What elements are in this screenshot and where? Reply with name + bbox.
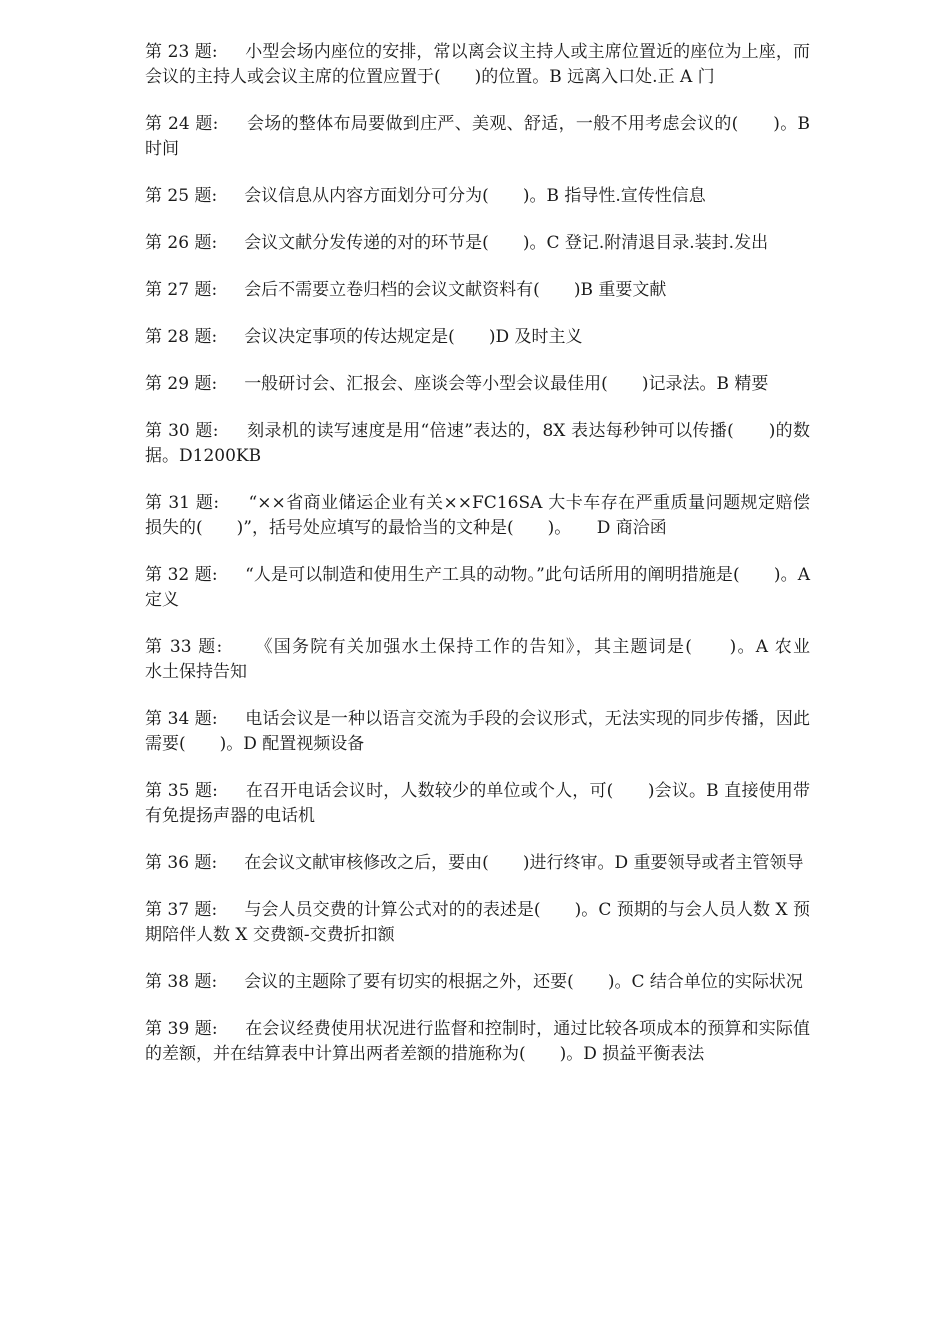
question-number: 第 38 题: [145, 972, 245, 992]
question-number: 第 35 题: [145, 781, 246, 801]
document-page [145, 40, 845, 1089]
question-item [145, 419, 810, 469]
question-number: 第 25 题: [145, 186, 245, 206]
question-text: 在召开电话会议时，人数较少的单位或个人，可( )会议。B 直接使用带有免提扬声器的电话机 [145, 781, 810, 826]
question-item [145, 491, 810, 541]
question-item [145, 563, 816, 613]
question-text: 会场的整体布局要做到庄严、美观、舒适，一般不用考虑会议的( )。B 时间 [145, 114, 816, 159]
question-text: 在会议经费使用状况进行监督和控制时，通过比较各项成本的预算和实际值的差额，并在结算表中计算出两者差额的措施称为( )。D 损益平衡表法 [145, 1019, 811, 1064]
question-item [145, 231, 810, 256]
question-number: 第 39 题: [145, 1019, 246, 1039]
question-number: 第 33 题: [145, 637, 256, 657]
question-text: 会议决定事项的传达规定是( )D 及时主义 [244, 327, 583, 347]
question-text: 一般研讨会、汇报会、座谈会等小型会议最佳用( )记录法。B 精要 [244, 374, 769, 394]
question-item [145, 635, 845, 685]
question-number: 第 37 题: [145, 900, 245, 920]
question-text: 小型会场内座位的安排，常以离会议主持人或主席位置近的座位为上座，而会议的主持人或会议主席的位置应置于( )的位置。B 远离入口处.正 A 门 [145, 42, 811, 87]
question-item [145, 184, 810, 209]
question-item [145, 325, 810, 350]
question-number: 第 31 题: [145, 493, 249, 513]
question-item [145, 851, 810, 876]
question-number: 第 36 题: [145, 853, 245, 873]
question-text: “××省商业储运企业有关××FC16SA 大卡车存在严重质量问题规定赔偿损失的( )”，括号处应填写的最恰当的文种是( )。 D 商洽函 [145, 493, 810, 538]
question-text: 《国务院有关加强水土保持工作的告知》，其主题词是( )。A 农业 水土保持告知 [145, 637, 845, 682]
question-number: 第 26 题: [145, 233, 245, 253]
question-text: 会议的主题除了要有切实的根据之外，还要( )。C 结合单位的实际状况 [244, 972, 803, 992]
question-text: 在会议文献审核修改之后，要由( )进行终审。D 重要领导或者主管领导 [244, 853, 804, 873]
question-item [145, 278, 810, 303]
question-item [145, 707, 810, 757]
question-text: 电话会议是一种以语言交流为手段的会议形式，无法实现的同步传播，因此需要( )。D 配置视频设备 [145, 709, 811, 754]
question-item [145, 112, 816, 162]
question-text: 刻录机的读写速度是用“倍速”表达的，8X 表达每秒钟可以传播( )的数据。D1200KB [145, 421, 811, 466]
question-item [145, 372, 810, 397]
question-number: 第 29 题: [145, 374, 245, 394]
question-item [145, 40, 810, 90]
question-number: 第 28 题: [145, 327, 245, 347]
question-item [145, 1017, 810, 1067]
question-item [145, 779, 810, 829]
question-number: 第 23 题: [145, 42, 246, 62]
question-number: 第 32 题: [145, 565, 246, 585]
question-text: 会议信息从内容方面划分可分为( )。B 指导性.宣传性信息 [244, 186, 706, 206]
question-item [145, 898, 810, 948]
question-text: 与会人员交费的计算公式对的的表述是( )。C 预期的与会人员人数 X 预期陪伴人数 X 交费额-交费折扣额 [145, 900, 811, 945]
question-text: “人是可以制造和使用生产工具的动物。”此句话所用的阐明措施是( )。A 定义 [145, 565, 816, 610]
question-text: 会后不需要立卷归档的会议文献资料有( )B 重要文献 [244, 280, 667, 300]
question-number: 第 34 题: [145, 709, 246, 729]
question-number: 第 27 题: [145, 280, 245, 300]
question-number: 第 24 题: [145, 114, 247, 134]
question-item [145, 970, 810, 995]
question-number: 第 30 题: [145, 421, 248, 441]
question-text: 会议文献分发传递的对的环节是( )。C 登记.附清退目录.装封.发出 [244, 233, 769, 253]
